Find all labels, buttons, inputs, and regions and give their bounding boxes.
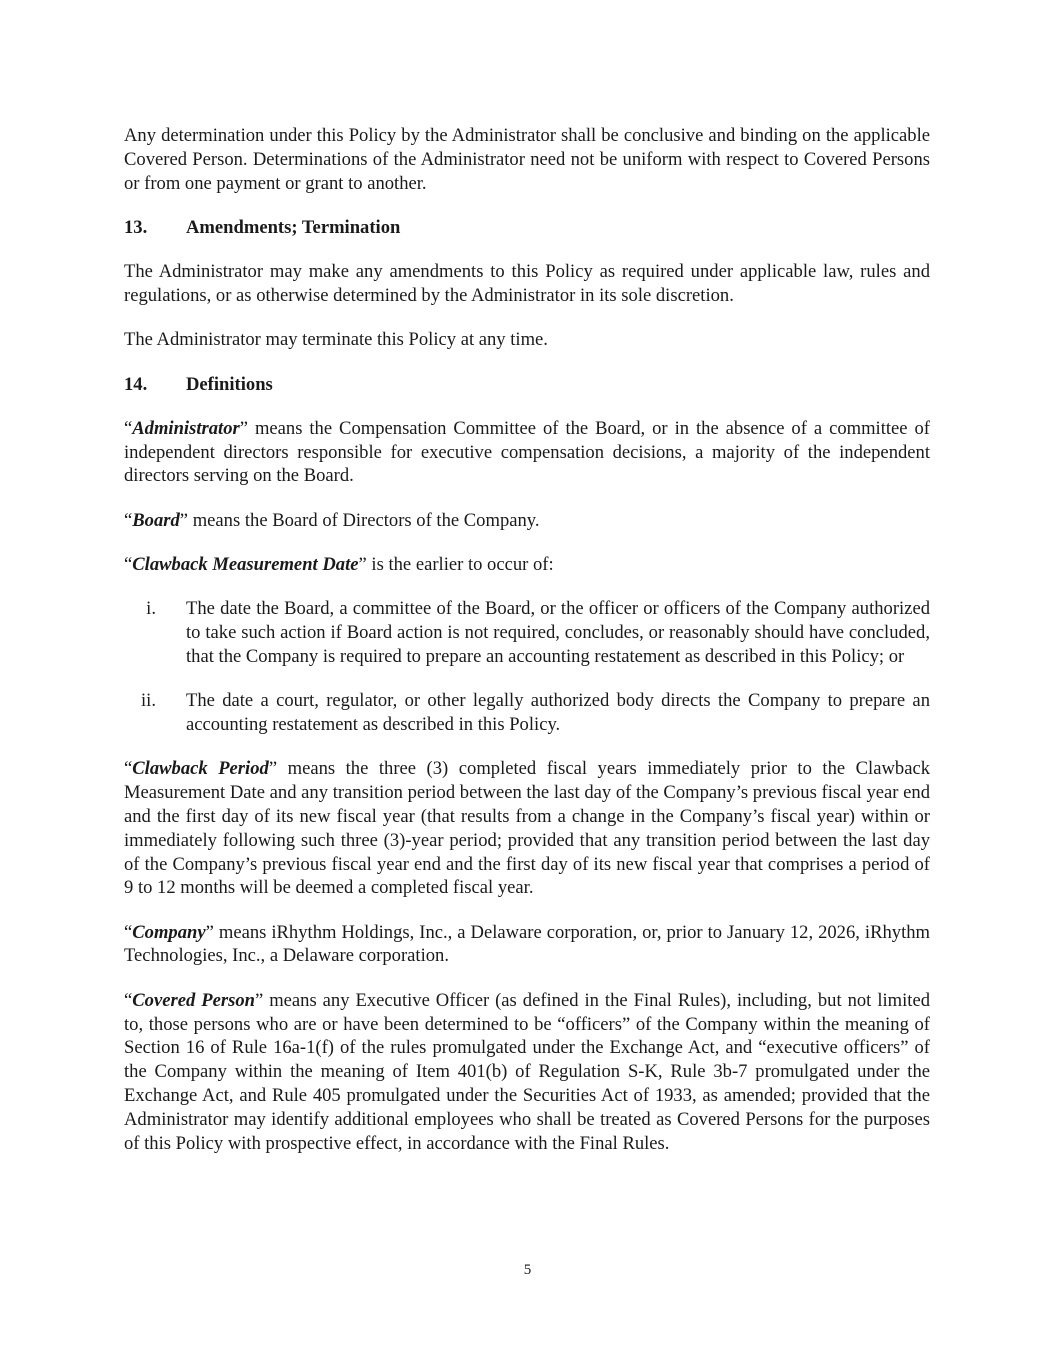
list-item-text: The date the Board, a committee of the Board, or the officer or officers of the Company authorized to take such action if Board action is not required, concludes, or reasonably should have concluded, that the Company is required to prepare an accounting restatement as described in this Policy; or: [186, 598, 930, 667]
close-quote: ”: [358, 554, 367, 576]
definition-text: means the three (3) completed fiscal years immediately prior to the Clawback Measurement Date and any transition period between the last day of the Company’s previous fiscal year end and the first day of its new fiscal year (that results from a change in the Company’s fiscal year) within or immediately following such three (3)-year period; provided that any transition period between the last day of the Company’s previous fiscal year end and the first day of its new fiscal year that comprises a period of 9 to 12 months will be deemed a completed fiscal year.: [124, 758, 930, 899]
definition-text: means the Board of Directors of the Company.: [188, 509, 540, 531]
definition-company: [124, 921, 930, 969]
paragraph-amendments: The Administrator may make any amendments to this Policy as required under applicable law, rules and regulations, or as otherwise determined by the Administrator in its sole discretion.: [124, 261, 930, 306]
document-page: [124, 124, 930, 1176]
defined-term: Covered Person: [132, 989, 255, 1011]
close-quote: ”: [239, 417, 248, 439]
definition-text: means the Compensation Committee of the Board, or in the absence of a committee of independent directors responsible for executive compensation decisions, a majority of the independent directors serving on the Board.: [124, 417, 930, 487]
clawback-measurement-date-list: [124, 597, 930, 736]
defined-term: Clawback Measurement Date: [132, 554, 359, 576]
page-number: 5: [523, 1262, 532, 1278]
open-quote: “: [124, 417, 133, 439]
close-quote: ”: [254, 989, 264, 1011]
defined-term: Administrator: [132, 417, 240, 439]
list-item: [124, 689, 930, 737]
open-quote: “: [124, 554, 133, 576]
defined-term: Company: [132, 921, 206, 943]
definition-text: is the earlier to occur of:: [366, 554, 554, 576]
close-quote: ”: [179, 509, 189, 531]
definition-board: [124, 509, 930, 533]
open-quote: “: [124, 758, 133, 780]
open-quote: “: [124, 989, 133, 1011]
list-marker: ii.: [141, 690, 156, 712]
section-number: 14.: [124, 373, 148, 395]
defined-term: Board: [132, 509, 180, 531]
definition-text: means iRhythm Holdings, Inc., a Delaware corporation, or, prior to January 12, 2026, iRhythm Technologies, Inc., a Delaware corporation.: [124, 921, 930, 967]
section-title: Definitions: [186, 373, 273, 395]
section-number: 13.: [124, 216, 148, 238]
open-quote: “: [124, 921, 133, 943]
close-quote: ”: [268, 758, 278, 780]
paragraph-termination: The Administrator may terminate this Policy at any time.: [124, 329, 548, 351]
defined-term: Clawback Period: [132, 758, 269, 780]
definition-administrator: [124, 417, 930, 488]
close-quote: ”: [205, 921, 214, 943]
list-marker: i.: [146, 598, 156, 620]
definition-covered-person: [124, 989, 930, 1156]
definition-clawback-measurement-date: [124, 553, 930, 577]
definition-clawback-period: [124, 757, 930, 900]
open-quote: “: [124, 509, 133, 531]
section-13-heading: [124, 216, 930, 240]
list-item: [124, 597, 930, 668]
list-item-text: The date a court, regulator, or other legally authorized body directs the Company to prepare an accounting restatement as described in this Policy.: [186, 690, 930, 736]
definition-text: means any Executive Officer (as defined in the Final Rules), including, but not limited to, those persons who are or have been determined to be “officers” of the Company within the meaning of Section 16 of Rule 16a-1(f) of the rules promulgated under the Exchange Act, and “executive officers” of the Company within the meaning of Item 401(b) of Regulation S-K, Rule 3b-7 promulgated under the Exchange Act, and Rule 405 promulgated under the Securities Act of 1933, as amended; provided that the Administrator may identify additional employees who shall be treated as Covered Persons for the purposes of this Policy with prospective effect, in accordance with the Final Rules.: [124, 989, 930, 1154]
paragraph-determination: Any determination under this Policy by the Administrator shall be conclusive and binding on the applicable Covered Person. Determinations of the Administrator need not be uniform with respect to Covered Persons or from one payment or grant to another.: [124, 125, 930, 194]
section-title: Amendments; Termination: [186, 216, 401, 238]
section-14-heading: [124, 373, 930, 397]
